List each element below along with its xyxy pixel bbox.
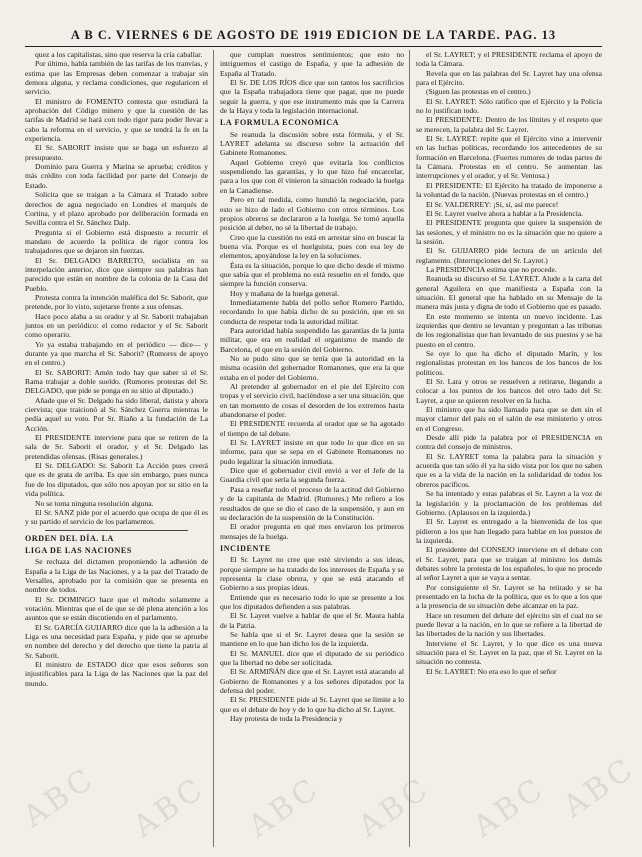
paragraph: El PRESIDENTE: El Ejército ha tratado de imponerse a la voluntad de la nación. (Nuevas protestas en el centro.)	[416, 180, 602, 200]
paragraph: El ministro de ESTADO dice que esos señores son injustificables para la Liga de las Naciones que la paz del mundo.	[25, 660, 208, 688]
paragraph: El Sr. SABORIT: Amén todo hay que saber si el Sr. Rama trabajar a doble sueldo. (Rumores protestas del Sr. DELGADO, que pide se ponga en su sitio al diputado.)	[25, 367, 208, 396]
paragraph: El Sr. DELGADO: Sr. Saborit La Acción pues creerá que es de grata de arriba. Es que sin embargo, pues nunca fue de los diputados, que sólo nos apoyan por su sitio en la vida política.	[25, 461, 208, 499]
column-2	[220, 50, 404, 847]
paragraph: Reanuda su discurso el Sr. LAYRET. Alude a la carta del general Aguilera en que manifiesta a España con la situación. El general que ha hablado en su Mensaje de la manera más justa y digna de todo el Gobierno que es pasado.	[416, 274, 602, 312]
paragraph: Solicita que se traigan a la Cámara el Tratado sobre derechos de agua negociado en Londres el marqués de Cortina, y el plazo aprobado por deliberación formada en Sevilla contra el Sr. Sánchez Dalp.	[25, 190, 208, 228]
paragraph: El Sr. VALDERREY: ¡Sí, sí, así me parece!	[426, 199, 559, 209]
paragraph: No se pudo sino que se tenía que la autoridad en la misma ocasión del gobernador Romanones, que era la que estaba en el poder del Gobierno.	[220, 354, 404, 382]
paragraph: El Sr. LAYRET: repite que el Ejército vino a intervenir en las luchas políticas, recordando los antecedentes de su formación en Barcelona. (Fuertes rumores de todas partes de la Cámara. Protestas en el centro. Se aumentan las interrupciones y el orador, y el Sr. Ventosa.)	[416, 134, 602, 181]
section-heading: LIGA DE LAS NACIONES	[25, 545, 132, 555]
paragraph: El Sr. DE LOS RÍOS dice que son tantos los sacrificios que la España trabajadora tiene que pagar, que no puede seguir la guerra, y que ese instrumento más que la Carrera de la Haya y toda la legislación internacional.	[220, 78, 404, 116]
paragraph: Para autoridad había suspendido las garantías de la junta militar, que era en realidad el organismo de mando de Barcelona, el que en la sesión del Gobierno.	[220, 325, 404, 354]
paragraph: El Sr. LAYRET toma la palabra para la situación y acuerda que tan sólo él ya ha sido vista por los que no saben que es a la vida de la nación en la solidaridad de todos los obreros pacíficos.	[416, 451, 602, 489]
paragraph: el Sr. LAYRET; y el PRESIDENTE reclama el apoyo de toda la Cámara.	[416, 50, 602, 69]
paragraph: El Sr. LAYRET: Sólo ratifico que el Ejército y la Policía no lo justifican todo.	[416, 96, 602, 116]
watermark: ABC	[352, 770, 438, 845]
paragraph: El Sr. LAYRET insiste en que todo lo que dice en su informe, para que se sepa en el Gabinete Romanones no pudo legalizar la situación inmediata.	[220, 438, 404, 466]
paragraph: Protesta contra la intención maléfica del Sr. Saborit, que pretende, por lo visto, sujetarse frente a sus ofensas.	[25, 292, 208, 312]
paragraph: Pero en tal medida, como hundió la negociación, para esto se hizo de lado el Gobierno con otros términos. Los propios obreros se declararon a la huelga. Se tomó aquella posición al deber, no sé la libertad de trabajo.	[220, 195, 404, 233]
paragraph: Yo ya estaba trabajando en el periódico — dice— y durante ya que marcha el Sr. Saborit? (Rumores de apoyo en el centro.)	[25, 339, 208, 368]
paragraph: El Sr. Layret vuelve ahora a hablar a la Presidencia.	[426, 208, 584, 218]
paragraph: El PRESIDENTE recuerda al orador que se ha agotado el tiempo de tal debate.	[220, 419, 404, 438]
paragraph: El Sr. PRESIDENTE pide al Sr. Layret que se limite a lo que es el debate de hoy y de lo que ha dicho al Sr. Layret.	[220, 695, 404, 714]
column-divider-1	[213, 50, 214, 847]
paragraph: El Sr. DOMINGO hace que el método solamente a votación. Mientras que el de que se dé plena atención a los asuntos que se están discutiendo en el parlamento.	[25, 594, 208, 623]
paragraph: El Sr. MANUEL dice que el diputado de su periódico que la libertad no debe ser solicitada.	[220, 648, 404, 667]
paragraph: En este momento se intenta un nuevo incidente. Las izquierdas que dentro se levantan y preguntan a las tribunas de los regionalistas que han levantado de sus puestos y se ha puesto en el centro.	[416, 311, 602, 349]
paragraph: Interviene el Sr. Layret, y lo que dice es una nueva situación para el Sr. Layret en la paz, que el Sr. Layret en la situación no contesta.	[416, 638, 602, 667]
paragraph: Revela que en las palabras del Sr. Layret hay una ofensa para el Ejército.	[416, 68, 602, 88]
paragraph: El presidente del CONSEJO interviene en el debate con el Sr. Layret, para que se traigan al ministro los demás debates sobre la protesta de los españoles, lo que no procede al señor Layret a que se vaya a sentar.	[416, 545, 602, 583]
paragraph: Hace un resumen del debate del ejército sin el cual no se puede llevar a la nación, en lo que se refiere a la libertad de las libertades de la nación y sus libertades.	[416, 610, 602, 639]
watermark: ABC	[242, 770, 328, 845]
paragraph: No se toma ninguna resolución alguna.	[35, 498, 154, 508]
paragraph: El ministro que ha sido llamado para que se den sin el mayor clamor del país en el salón de ese ministerio y otros en el Congreso.	[416, 405, 602, 433]
paragraph: Por consiguiente el Sr. Layret se ha retirado y se ha presentado en la lucha de la política, que es lo que a los que a la presencia de su situación debe alcanzar en la paz.	[416, 582, 602, 611]
paragraph: Se oye lo que ha dicho el diputado Marín, y los regionalistas protestan en los bancos de los bancos de los políticos.	[416, 349, 602, 377]
page-header: A B C. VIERNES 6 DE AGOSTO DE 1919 EDICION DE LA TARDE. PAG. 13	[70, 28, 557, 42]
paragraph: Pregunta si el Gobierno está dispuesto a recurrir el mandato de acuerdo la política de rigor contra los trabajadores que se dejaron sin fuerzas.	[25, 227, 208, 256]
paragraph: quez a los capitalistas, sino que reserva la cría caballar.	[35, 50, 203, 59]
paragraph: Ésta es la situación, porque lo que dicho desde el mismo que sabía que el problema no está resuelto en el fondo, que siempre la función conserva.	[220, 260, 404, 289]
paragraph: que cumplan nuestros sentimientos; que esto no intriguemos el castigo de España, y que la adhesión de España al Tratado.	[220, 50, 404, 78]
paragraph: Se reanuda la discusión sobre esta fórmula, y el Sr. LAYRET adelanta su discurso sobre la actuación del Gabinete Romanones.	[220, 129, 404, 158]
paragraph: Hay protesta de toda la Presidencia y	[230, 714, 343, 724]
watermark: ABC	[17, 760, 103, 835]
column-divider-2	[409, 50, 410, 847]
paragraph: El Sr. ARMIÑÁN dice que el Sr. Layret está atacando al Gobierno de Romanones y a los señores diputados por la defensa del poder.	[220, 667, 404, 696]
paragraph: El Sr. SABORIT insiste que se haga un esfuerzo al presupuesto.	[25, 143, 208, 162]
paragraph: Por último, habla también de las tarifas de los tranvías, y estima que las Empresas deben comenzar a trabajar sin demora alguna, y reclama condiciones, que regularicen el servicio.	[25, 59, 208, 97]
paragraph: El Sr. LAYRET: No era eso lo que el señor	[426, 666, 557, 676]
section-rule	[45, 530, 188, 531]
paragraph: Aquel Gobierno creyó que evitaría los conflictos suspendiendo las garantías, y lo que hizo fué encarcelar, para a los que con él vinieron la situación rodeado la huelga en la Canadiense.	[220, 157, 404, 195]
column-3	[416, 50, 602, 847]
paragraph: Inmediatamente habla del pollo señor Romero Partido, recordando lo que había dicho de su posición, que en su conducta de respetar toda la autoridad militar.	[220, 297, 404, 326]
paragraph: El Sr. Layret es entregado a la bienvenida de los que pidieron a los que han llegado para hablar en los puestos de la izquierda.	[416, 517, 602, 545]
paragraph: El Sr. GARCÍA GUIJARRO dice que la la adhesión a la Liga es una necesidad para España, y pide que se apruebe en nombre del derecho y del derecho que tiene la patria al Sr. Saborit.	[25, 622, 208, 660]
paragraph: El Sr. SANZ pide por el acuerdo que ocupa de que él es y su partido el servicio de los parlamentos.	[25, 507, 208, 527]
section-heading: ORDEN DEL DÍA. LA	[25, 533, 114, 543]
paragraph: El Sr. GUIJARRO pide lectura de un artículo del reglamento. (Interrupciones del Sr. Layret.)	[416, 246, 602, 265]
watermark: ABC	[127, 770, 213, 845]
paragraph: Dice que el gobernador civil envió a ver el Jefe de la Guardia civil que sería la segunda fuerza.	[220, 466, 404, 485]
section-heading: LA FORMULA ECONOMICA	[220, 118, 340, 128]
paragraph: Creo que la cuestión no está en arrestar sino en buscar la buena vía. Porque es el huelguista, pues con esa ley de elementos, apoyándose la ley en la soluciones.	[220, 232, 404, 261]
paragraph: Dominio para Guerra y Marina se aprueba; créditos y más crédito con toda facilidad por parte del Consejo de Estado.	[25, 162, 208, 190]
paragraph: El Sr. Layret no cree que esté sirviendo a sus ideas, porque siempre se ha tratado de los intereses de España y se representa la clase obrera, y que se está atacando el Gobierno a sus propias ideas.	[220, 555, 404, 593]
paragraph: Se rechaza del dictamen proponiendo la adhesión de España a la Liga de las Naciones, y a la paz del Tratado de Versalles, aprobado por la comisión que se presenta en nombre de todos.	[25, 557, 208, 595]
section-heading: INCIDENTE	[220, 543, 271, 553]
watermark: ABC	[557, 750, 642, 825]
paragraph: Hoy y mañana de la huelga general.	[230, 288, 340, 298]
paragraph: Desde allí pide la palabra por el PRESIDENCIA en contra del consejo de ministros.	[416, 433, 602, 452]
paragraph: La PRESIDENCIA estima que no procede.	[426, 264, 557, 274]
paragraph: Al pretender al gobernador en el pie del Ejército con tropas y el servicio civil, haciéndose a ser una situación, que en tan momento de cosas el desorden de los extremos hasta abandonarse el poder.	[220, 382, 404, 420]
column-1	[25, 50, 208, 847]
header-rule	[25, 46, 602, 47]
paragraph: Entiende que es necesario todo lo que se presente a los que los diputados defienden a sus palabras.	[220, 592, 404, 611]
paragraph: Pasa a reseñar todo el proceso de la actitud del Gobierno y de la capitanía de Madrid. (Rumores.) Me refiero a los resultados de que se dio el caso de la suspensión, y aun en su declaración de la suspensión de la Constitución.	[220, 484, 404, 522]
paragraph: El Sr. DELGADO BARRETO, socialista en su interpelación anterior, dice que siempre sus palabras han parecido que están en nombre de la colonia de la Casa del Pueblo.	[25, 255, 208, 293]
paragraph: El orador pregunta en qué mes enviaron los primeros mensajes de la huelga.	[220, 522, 404, 541]
paragraph: Se habla que si el Sr. Layret desea que la sesión se mantiene en lo que han dicho los de la izquierda.	[220, 629, 404, 649]
paragraph: Hace poco alaba a su orador y al Sr. Saborit trabajaban juntos en un periódico: el como redactor y el Sr. Saborit como operario.	[25, 311, 208, 340]
paragraph: El PRESIDENTE interviene para que se retiren de la sala de Sr. Saborit el orador, y el Sr. Delgado las pretendidas ofensas. (Risas generales.)	[25, 433, 208, 461]
paragraph: El ministro de FOMENTO contesta que estudiará la aprobación del Código minero y que la cuestión de las tarifas de Madrid se hará con todo rigor para poder llevar a cabo la reforma en el servicio, y que se tendrá la fe en la experiencia.	[25, 96, 208, 144]
watermark: ABC	[467, 770, 553, 845]
paragraph: El PRESIDENTE: Dentro de los límites y el respeto que se merecen, la palabra del Sr. Layret.	[416, 115, 602, 134]
paragraph: El Sr. Layret vuelve a hablar de que el Sr. Maura habla de la Patria.	[220, 611, 404, 630]
paragraph: (Siguen las protestas en el centro.)	[426, 87, 531, 97]
paragraph: El PRESIDENTE pregunta que quiere la suspensión de las sesiones, y el ministro no es la situación que no quiere a la sesión.	[416, 218, 602, 246]
paragraph: Se ha intentado y estas palabras el Sr. Layret a la voz de la legislación y la proclamación de los problemas del Gobierno. (Aplausos en la izquierda.)	[416, 489, 602, 517]
paragraph: El Sr. Lara y otros se resuelven a retirarse, llegando a colocar a los puntos de los bancos del otro lado del Sr. Layret, a que se quieren resolver en la lucha.	[416, 377, 602, 405]
paragraph: Añade que el Sr. Delgado ha sido liberal, datista y ahora ciervista; que traicionó al Sr. Sánchez Guerra mientras le pedía aquel su voto. Por Sr. Riaño a la fundación de La Acción.	[25, 395, 208, 433]
